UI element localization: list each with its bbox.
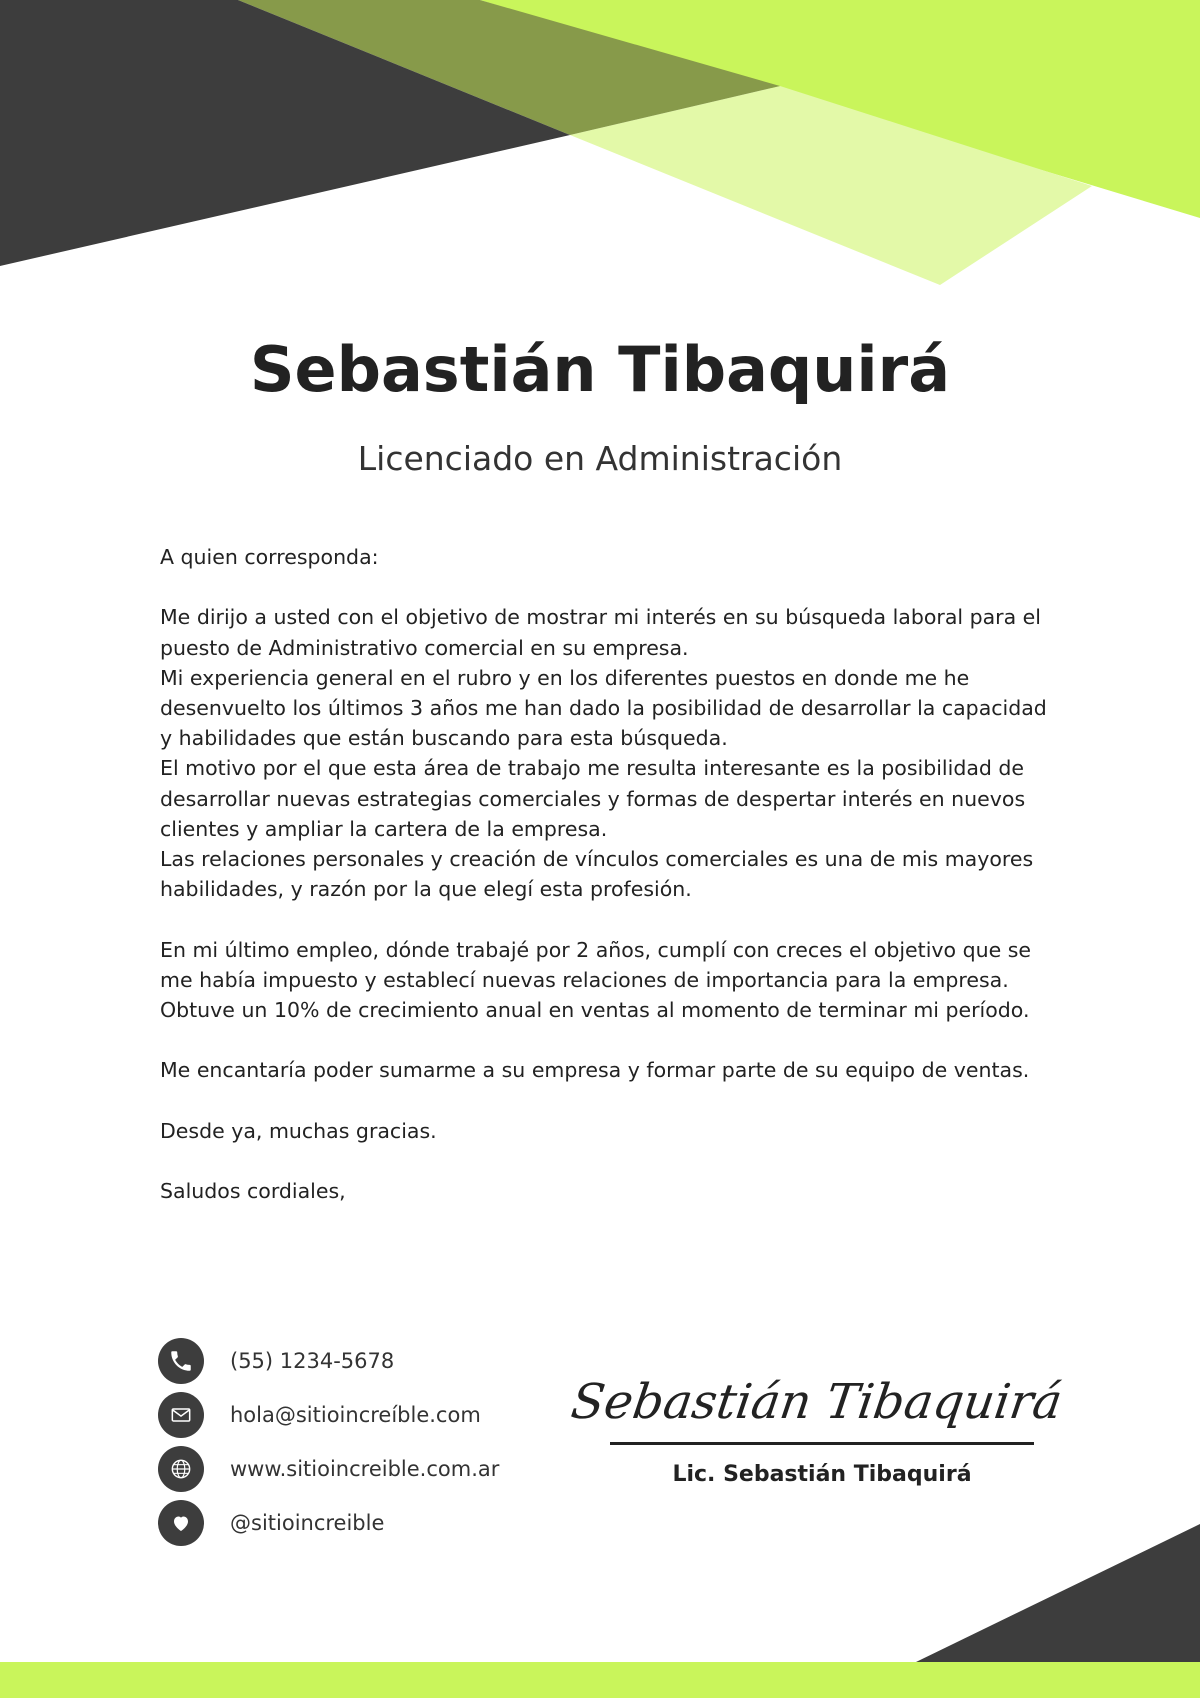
letter-closing: Saludos cordiales, <box>160 1179 346 1204</box>
bottom-bar <box>0 1662 1200 1698</box>
letter-body <box>160 542 1060 1206</box>
letter-paragraph: Me encantaría poder sumarme a su empresa y formar parte de su equipo de ventas. <box>160 1058 1030 1083</box>
applicant-title: Licenciado en Administración <box>357 439 843 478</box>
signature-line <box>610 1442 1034 1445</box>
letter-paragraph: Mi experiencia general en el rubro y en los diferentes puestos en donde me he desenvuelto los últimos 3 años me han dado la posibilidad de desarrollar la capacidad y habilidades que están buscando para esta búsqueda. <box>160 665 1047 751</box>
letter-paragraph: Me dirijo a usted con el objetivo de mostrar mi interés en su búsqueda laboral para el puesto de Administrativo comercial en su empresa. <box>160 605 1041 660</box>
signature-script <box>567 1350 1066 1442</box>
letter-paragraph: Desde ya, muchas gracias. <box>160 1118 437 1143</box>
letter-paragraph: Las relaciones personales y creación de vínculos comerciales es una de mis mayores habilidades, y razón por la que elegí esta profesión. <box>160 847 1034 902</box>
letter-greeting: A quien corresponda: <box>160 545 379 569</box>
contact-website <box>158 1445 638 1493</box>
signature-script-text: Sebastián Tibaquirá <box>567 1374 1066 1430</box>
contact-website-text: www.sitioincreible.com.ar <box>230 1457 500 1481</box>
contact-phone <box>158 1337 638 1385</box>
charcoal-corner-shape <box>916 1524 1200 1662</box>
mail-icon <box>158 1392 204 1438</box>
signature-printed-name: Lic. Sebastián Tibaquirá <box>672 1462 972 1487</box>
phone-icon <box>158 1338 204 1384</box>
contact-email-text: hola@sitioincreíble.com <box>230 1403 481 1427</box>
applicant-name: Sebastián Tibaquirá <box>249 333 951 406</box>
letter-paragraph: El motivo por el que esta área de trabajo me resulta interesante es la posibilidad de desarrollar nuevas estrategias comerciales y formas de despertar interés en nuevos clientes y ampliar la cartera de la empresa. <box>160 756 1026 841</box>
header-decoration <box>0 0 1200 300</box>
contact-email <box>158 1391 638 1439</box>
globe-icon <box>158 1446 204 1492</box>
contact-phone-text: (55) 1234-5678 <box>230 1349 395 1373</box>
letter-paragraph: En mi último empleo, dónde trabajé por 2 años, cumplí con creces el objetivo que se me había impuesto y establecí nuevas relaciones de importancia para la empresa. Obtuve un 10% de crecimiento anual en ventas al momento de terminar mi período. <box>160 937 1032 1023</box>
contact-social-text: @sitioincreible <box>230 1511 385 1535</box>
